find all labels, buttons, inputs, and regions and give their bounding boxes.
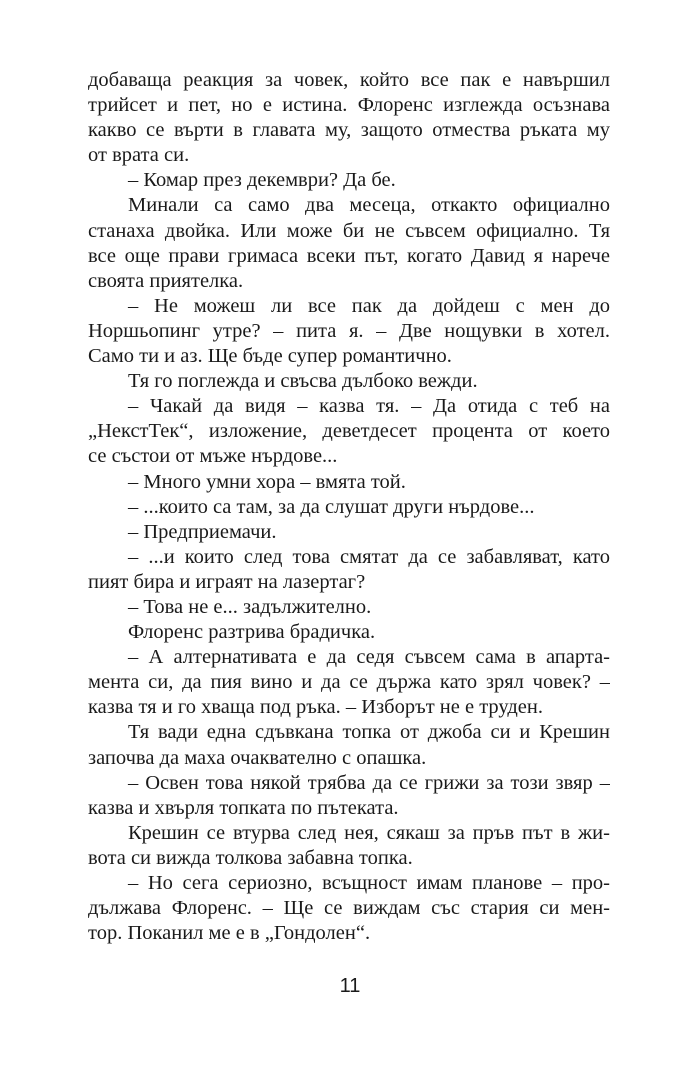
text-line: „НекстТек“, изложение, деветдесет процента от което (88, 420, 610, 443)
text-line: се състои от мъже нърдове... (88, 445, 338, 468)
text-line: своята приятелка. (88, 269, 244, 292)
text-line: – Чакай да видя – казва тя. – Да отида с теб на (128, 395, 610, 418)
text-line: Тя вади една сдъвкана топка от джоба си и Крешин (128, 721, 610, 744)
text-line: станаха двойка. Или може би не съвсем официално. Тя (88, 219, 610, 242)
text-line: – Това не е... задължително. (128, 595, 372, 618)
text-line: – Комар през декември? Да бе. (128, 169, 396, 192)
text-line: – Много умни хора – вмята той. (128, 470, 406, 493)
text-line: Флоренс разтрива брадичка. (128, 621, 376, 644)
text-line: Тя го поглежда и свъсва дълбоко вежди. (128, 370, 478, 393)
text-line: от врата си. (88, 144, 190, 167)
page-number: 11 (339, 975, 361, 997)
text-line: казва тя и го хваща под ръка. – Изборът не е труден. (88, 696, 543, 719)
text-line: Минали са само два месеца, откакто официално (128, 194, 610, 217)
text-line: все още прави гримаса всеки път, когато Давид я нарече (88, 244, 610, 267)
text-line: – ...и които след това смятат да се забавляват, като (128, 545, 610, 568)
text-line: казва и хвърля топката по пътеката. (88, 796, 399, 819)
text-line: пият бира и играят на лазертаг? (88, 570, 366, 593)
text-line: какво се върти в главата му, защото отмества ръката му (88, 119, 610, 142)
text-line: – Но сега сериозно, всъщност имам планове – про- (128, 872, 610, 894)
text-line: – Не можеш ли все пак да дойдеш с мен до (128, 294, 610, 317)
text-line: – Освен това някой трябва да се грижи за този звяр – (128, 771, 610, 794)
body-text (88, 68, 610, 946)
text-line: мента си, да пия вино и да се държа като зрял човек? – (88, 671, 610, 694)
text-line: – ...които са там, за да слушат други нърдове... (128, 495, 535, 518)
text-line: добаваща реакция за човек, който все пак е навършил (88, 69, 610, 91)
text-line: тор. Поканил ме е в „Гондолен“. (88, 922, 371, 945)
text-line: Норшьопинг утре? – пита я. – Две нощувки в хотел. (88, 319, 610, 342)
text-line: – А алтернативата е да седя съвсем сама в апарта- (128, 646, 610, 669)
text-line: вота си вижда толкова забавна топка. (88, 846, 413, 869)
text-line: дължава Флоренс. – Ще се виждам със стария си мен- (88, 897, 610, 920)
text-line: трийсет и пет, но е истина. Флоренс изглежда осъзнава (88, 94, 610, 117)
text-line: – Предприемачи. (128, 520, 277, 543)
text-line: Само ти и аз. Ще бъде супер романтично. (88, 345, 452, 368)
text-line: Крешин се втурва след нея, сякаш за пръв път в жи- (128, 821, 610, 844)
text-line: започва да маха очаквателно с опашка. (88, 746, 427, 769)
